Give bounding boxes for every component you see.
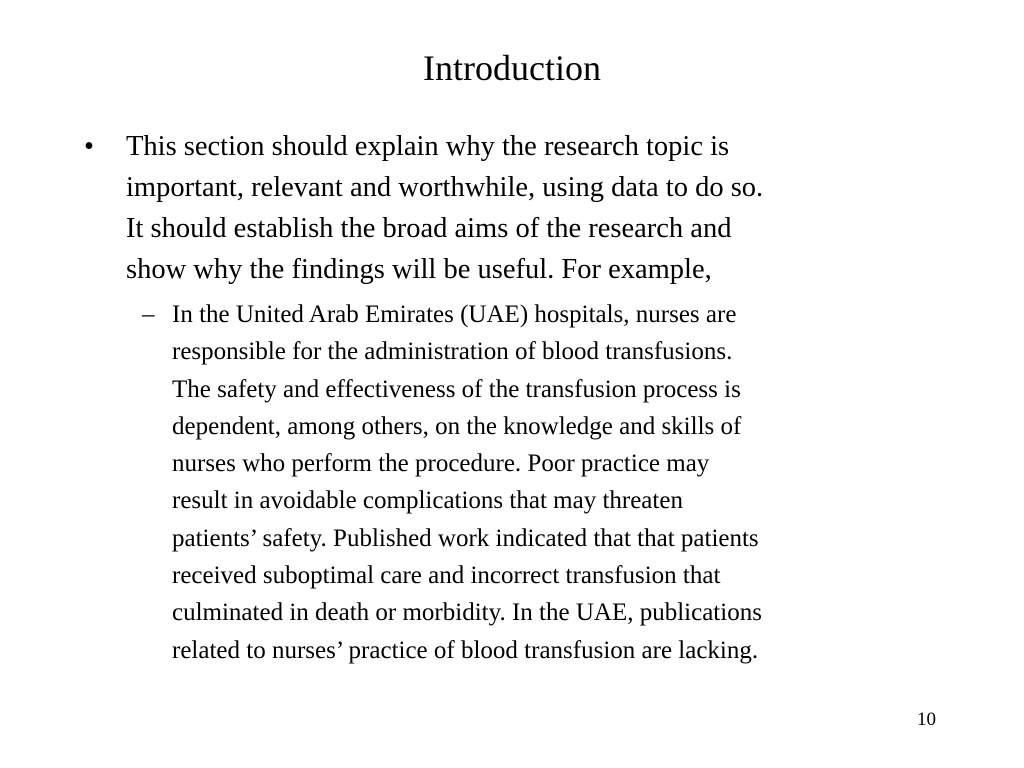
sub-bullet-line: dependent, among others, on the knowledge and skills of [172,412,742,440]
bullet-line: It should establish the broad aims of the research and [126,213,732,244]
bullet-marker: • [84,131,94,162]
sub-bullet-line: patients’ safety. Published work indicated that that patients [172,524,759,552]
sub-bullet-line: responsible for the administration of blood transfusions. [172,338,733,366]
sub-bullet-line: In the United Arab Emirates (UAE) hospitals, nurses are [172,301,737,328]
sub-bullet-item [142,296,922,669]
bullet-item [84,126,884,290]
sub-bullet-line: nurses who perform the procedure. Poor practice may [172,450,710,478]
sub-bullet-text [172,296,922,669]
bullet-line: important, relevant and worthwhile, using data to do so. [126,172,764,203]
sub-bullet-line: received suboptimal care and incorrect transfusion that [172,562,721,590]
sub-bullet-line: result in avoidable complications that may threaten [172,487,683,515]
page-number: 10 [917,709,936,730]
sub-bullet-marker: – [142,301,155,328]
bullet-text [126,126,884,290]
bullet-line: show why the findings will be useful. For example, [126,254,712,285]
sub-bullet-line: The safety and effectiveness of the transfusion process is [172,375,741,403]
slide-title: Introduction [423,48,601,88]
sub-bullet-line: related to nurses’ practice of blood transfusion are lacking. [172,636,759,664]
bullet-line: This section should explain why the research topic is [126,131,730,162]
sub-bullet-line: culminated in death or morbidity. In the UAE, publications [172,599,762,627]
